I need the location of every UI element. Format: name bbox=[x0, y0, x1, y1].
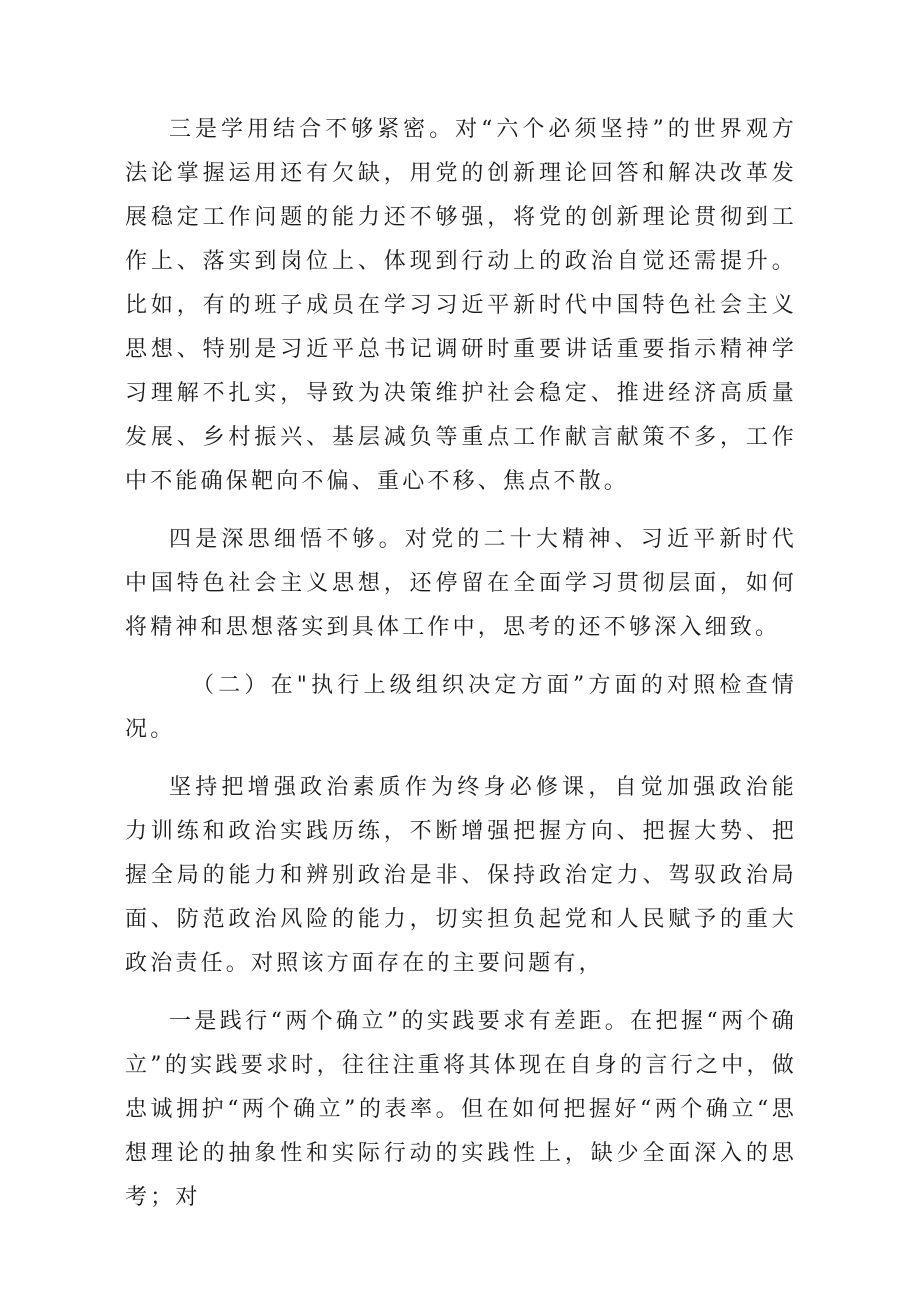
paragraph-point-four: 四是深思细悟不够。对党的二十大精神、习近平新时代中国特色社会主义思想，还停留在全面学习贯彻层面，如何将精神和思想落实到具体工作中，思考的还不够深入细致。 bbox=[125, 527, 797, 640]
paragraph-point-three: 三是学用结合不够紧密。对“六个必须坚持”的世界观方法论掌握运用还有欠缺，用党的创新理论回答和解决改革发展稳定工作问题的能力还不够强，将党的创新理论贯彻到工作上、落实到岗位上、体现到行动上的政治自觉还需提升。比如，有的班子成员在学习习近平新时代中国特色社会主义思想、特别是习近平总书记调研时重要讲话重要指示精神学习理解不扎实，导致为决策维护社会稳定、推进经济高质量发展、乡村振兴、基层减负等重点工作献言献策不多，工作中不能确保靶向不偏、重心不移、焦点不散。 bbox=[125, 117, 797, 494]
document-body bbox=[125, 108, 797, 1234]
section-heading: （二）在"执行上级组织决定方面”方面的对照检查情况。 bbox=[125, 673, 797, 742]
paragraph-point-one: 一是践行“两个确立”的实践要求有差距。在把握“两个确立”的实践要求时，往往注重将其体现在自身的言行之中，做忠诚拥护“两个确立”的表率。但在如何把握好“两个确立“思想理论的抽象性和实际行动的实践性上，缺少全面深入的思考；对 bbox=[125, 1009, 797, 1210]
paragraph-section-intro: 坚持把增强政治素质作为终身必修课，自觉加强政治能力训练和政治实践历练，不断增强把握方向、把握大势、把握全局的能力和辨别政治是非、保持政治定力、驾驭政治局面、防范政治风险的能力，切实担负起党和人民赋予的重大政治责任。对照该方面存在的主要问题有， bbox=[125, 775, 797, 976]
